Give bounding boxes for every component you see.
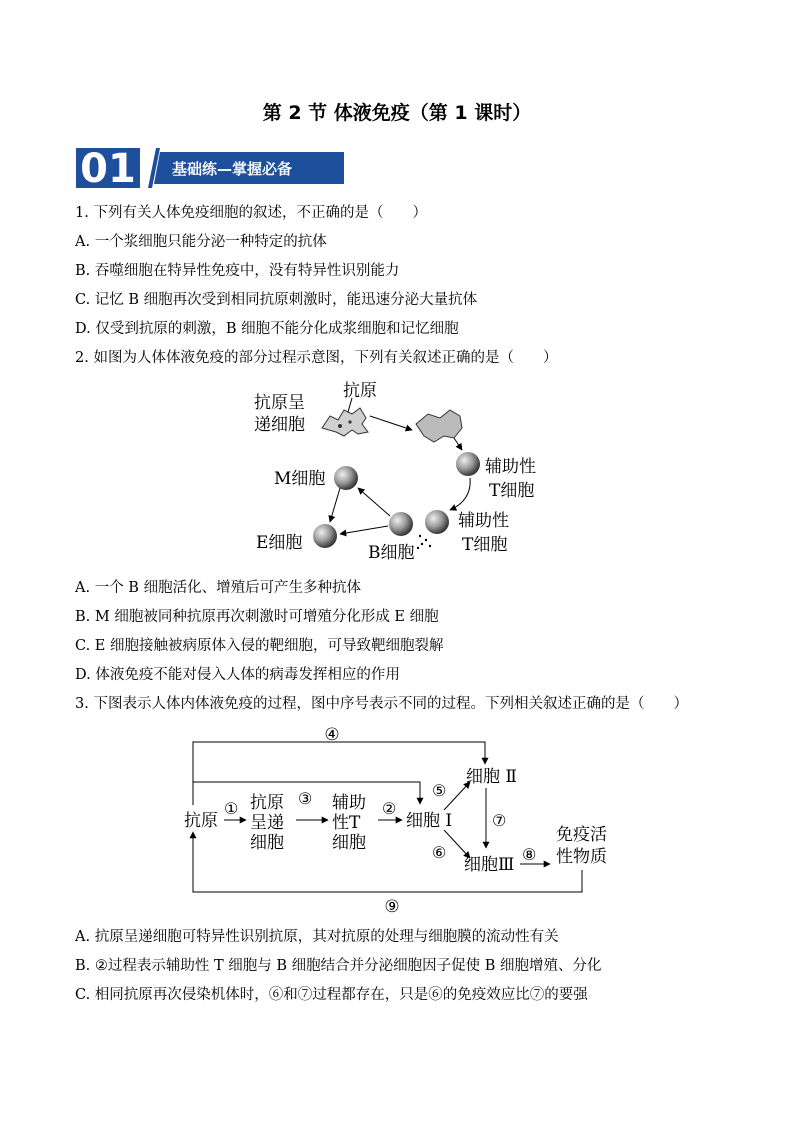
apc-label-line1: 抗原呈 — [254, 393, 305, 413]
q2-option-d: D. 体液免疫不能对侵入人体的病毒发挥相应的作用 — [75, 667, 400, 683]
arrow-b-to-m — [358, 488, 390, 516]
helper-t-b-line2: T细胞 — [462, 535, 508, 555]
arrow-helper-t-a-to-b — [450, 478, 470, 510]
q2-stem: 2. 如图为人体体液免疫的部分过程示意图，下列有关叙述正确的是（ ） — [75, 350, 558, 366]
q1-option-b: B. 吞噬细胞在特异性免疫中，没有特异性识别能力 — [75, 263, 400, 279]
q2-option-b: B. M 细胞被同种抗原再次刺激时可增殖分化形成 E 细胞 — [75, 609, 439, 625]
step-1-label: ① — [224, 799, 239, 818]
cytokine-dot — [417, 547, 419, 549]
apc-line1: 抗原 — [250, 793, 284, 813]
cell2-label: 细胞 Ⅱ — [466, 767, 517, 787]
arrow-antigen-to-apc — [370, 416, 412, 430]
e-cell-label: E细胞 — [256, 533, 303, 553]
helper-t-a-line1: 辅助性 — [485, 457, 536, 477]
cell3-label: 细胞Ⅲ — [464, 855, 515, 875]
q3-stem: 3. 下图表示人体内体液免疫的过程，图中序号表示不同的过程。下列相关叙述正确的是（ ） — [75, 696, 688, 712]
arrow-b-to-e — [340, 526, 388, 534]
cytokine-dot — [429, 545, 431, 547]
q3-option-a: A. 抗原呈递细胞可特异性识别抗原，其对抗原的处理与细胞膜的流动性有关 — [75, 929, 559, 945]
active-substance-line2: 性物质 — [556, 847, 607, 867]
m-cell — [334, 466, 358, 490]
q1-option-a: A. 一个浆细胞只能分泌一种特定的抗体 — [75, 234, 327, 250]
antigen-label: 抗原 — [184, 811, 218, 831]
q1-option-c: C. 记忆 B 细胞再次受到相同抗原刺激时，能迅速分泌大量抗体 — [75, 292, 478, 308]
banner-number: 01 — [80, 148, 136, 188]
b-cell — [389, 512, 413, 536]
e-cell — [313, 524, 337, 548]
step-6-label: ⑥ — [432, 843, 447, 862]
cytokine-dot — [425, 539, 427, 541]
apc-line3: 细胞 — [250, 833, 284, 853]
step-2-label: ② — [382, 799, 397, 818]
processed-apc-shape — [416, 410, 462, 442]
apc-cell-shape — [322, 408, 368, 436]
q2-option-a: A. 一个 B 细胞活化、增殖后可产生多种抗体 — [75, 580, 362, 596]
page-title: 第 2 节 体液免疫（第 1 课时） — [262, 102, 532, 124]
section-banner — [76, 148, 344, 188]
q3-flowchart — [180, 720, 640, 920]
banner-label: 基础练—掌握必备 — [172, 160, 293, 178]
arrow-6 — [444, 830, 470, 858]
step-7-label: ⑦ — [492, 811, 507, 830]
cytokine-dot — [419, 535, 421, 537]
th-line2: 性T — [332, 813, 361, 833]
arrow-apc-to-helper-t — [454, 438, 462, 450]
th-line1: 辅助 — [332, 793, 366, 813]
antigen-label: 抗原 — [343, 381, 377, 401]
th-line3: 细胞 — [332, 833, 366, 853]
q1-option-d: D. 仅受到抗原的刺激，B 细胞不能分化成浆细胞和记忆细胞 — [75, 321, 459, 337]
helper-t-cell-b — [425, 510, 449, 534]
step-3-label: ③ — [298, 789, 313, 808]
apc-label-line2: 递细胞 — [254, 415, 305, 435]
cytokine-dot — [421, 543, 423, 545]
q3-option-b: B. ②过程表示辅助性 T 细胞与 B 细胞结合并分泌细胞因子促使 B 细胞增殖、分化 — [75, 958, 602, 974]
q1-stem: 1. 下列有关人体免疫细胞的叙述，不正确的是（ ） — [75, 205, 427, 221]
q2-option-c: C. E 细胞接触被病原体入侵的靶细胞，可导致靶细胞裂解 — [75, 638, 444, 654]
arrow-m-to-e — [330, 488, 340, 522]
helper-t-cell-a — [456, 452, 480, 476]
step-4-label: ④ — [324, 725, 340, 745]
q3-option-c: C. 相同抗原再次侵染机体时，⑥和⑦过程都存在，只是⑥的免疫效应比⑦的要强 — [75, 987, 588, 1003]
active-substance-line1: 免疫活 — [556, 825, 607, 845]
b-cell-label: B细胞 — [368, 543, 415, 563]
cell1-label: 细胞 Ⅰ — [406, 811, 453, 831]
q2-diagram — [240, 376, 560, 566]
step-9-label: ⑨ — [384, 897, 400, 917]
antigen-dot — [338, 424, 342, 428]
antigen-dot — [348, 420, 351, 423]
helper-t-a-line2: T细胞 — [489, 481, 535, 501]
m-cell-label: M细胞 — [274, 469, 326, 489]
step-5-label: ⑤ — [432, 781, 447, 800]
helper-t-b-line1: 辅助性 — [458, 511, 509, 531]
step-8-label: ⑧ — [522, 845, 537, 864]
apc-line2: 呈递 — [250, 813, 284, 833]
